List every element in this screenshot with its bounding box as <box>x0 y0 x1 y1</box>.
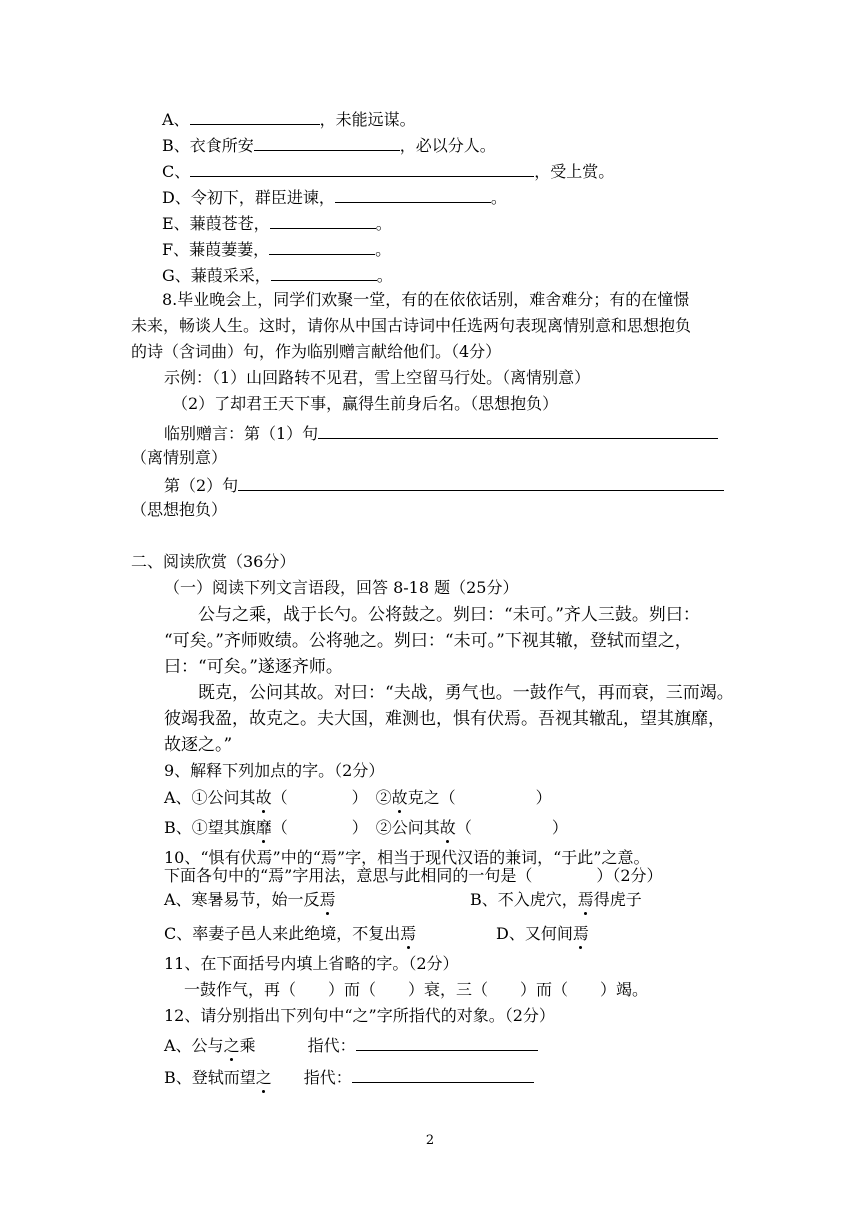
section-subheading: （一）阅读下列文言语段，回答 8-18 题（25分） <box>164 578 519 597</box>
passage-line: 曰：“可矣。”遂逐齐师。 <box>164 657 343 677</box>
q12-option-a: A、公与之乘 指代： <box>164 1034 538 1056</box>
q8-gift-2: 第（2）句 <box>164 474 724 496</box>
q11-title: 11、在下面括号内填上省略的字。（2分） <box>164 954 459 973</box>
q7-option-c: C、 ，受上赏。 <box>162 162 615 181</box>
q7-option-a: A、 ，未能远谋。 <box>162 110 416 129</box>
answer-blank[interactable] <box>271 264 377 281</box>
answer-blank[interactable] <box>190 160 534 177</box>
q8-gift-2-tag: （思想抱负） <box>131 500 228 519</box>
q10-option-c: C、率妻子邑人来此绝境，不复出焉 <box>164 924 417 943</box>
q10-line-2: 下面各句中的“焉”字用法，意思与此相同的一句是（ ）（2分） <box>164 866 663 885</box>
q9-option-a: A、①公问其故（ ） ②故克之（ ） <box>164 788 552 807</box>
passage-line: 故逐之。” <box>164 735 233 755</box>
q8-gift-1-tag: （离情别意） <box>131 448 228 467</box>
passage-line: 既克，公问其故。对曰：“夫战，勇气也。一鼓作气，再而衰，三而竭。 <box>198 683 734 703</box>
section-heading: 二、阅读欣赏（36分） <box>131 552 296 571</box>
answer-blank[interactable] <box>356 1034 538 1051</box>
q8-example-1: 示例：（1）山回路转不见君，雪上空留马行处。（离情别意） <box>164 368 591 387</box>
answer-blank[interactable] <box>238 474 724 491</box>
answer-blank[interactable] <box>270 212 376 229</box>
q7-option-f: F、蒹葭萋萋， 。 <box>162 240 392 259</box>
answer-blank[interactable] <box>269 238 375 255</box>
page-number: 2 <box>425 1133 435 1148</box>
q7-option-g: G、蒹葭采采， 。 <box>162 266 393 285</box>
passage-line: “可矣。”齐师败绩。公将驰之。刿曰：“未可。”下视其辙，登轼而望之， <box>164 631 692 651</box>
q12-title: 12、请分别指出下列句中“之”字所指代的对象。（2分） <box>164 1006 555 1025</box>
q7-option-e: E、蒹葭苍苍， 。 <box>162 214 392 233</box>
passage-line: 彼竭我盈，故克之。夫大国，难测也，惧有伏焉。吾视其辙乱，望其旗靡， <box>164 709 725 729</box>
answer-blank[interactable] <box>254 134 400 151</box>
answer-blank[interactable] <box>335 186 491 203</box>
answer-blank[interactable] <box>352 1066 534 1083</box>
q10-option-b: B、不入虎穴，焉得虎子 <box>470 890 642 909</box>
answer-blank[interactable] <box>318 422 718 439</box>
q8-gift-1: 临别赠言：第（1）句 <box>164 422 718 444</box>
q10-option-d: D、又何间焉 <box>496 924 589 943</box>
answer-blank[interactable] <box>190 108 320 125</box>
q7-option-d: D、令初下，群臣进谏， 。 <box>162 188 507 207</box>
q8-line-3: 的诗（含词曲）句，作为临别赠言献给他们。（4分） <box>131 342 502 361</box>
q10-line-1: 10、“惧有伏焉”中的“焉”字，相当于现代汉语的兼词，“于此”之意。 <box>164 848 650 867</box>
q10-option-a: A、寒暑易节，始一反焉 <box>164 890 336 909</box>
q8-example-2: （2）了却君王天下事，赢得生前身后名。（思想抱负） <box>172 394 559 413</box>
q7-option-b: B、衣食所安 ，必以分人。 <box>162 136 496 155</box>
q8-line-1: 8.毕业晚会上，同学们欢聚一堂，有的在依依话别，难舍难分；有的在憧憬 <box>162 290 690 309</box>
q8-line-2: 未来，畅谈人生。这时，请你从中国古诗词中任选两句表现离情别意和思想抱负 <box>131 316 692 335</box>
q12-option-b: B、登轼而望之 指代： <box>164 1066 534 1088</box>
q9-option-b: B、①望其旗靡（ ） ②公问其故（ ） <box>164 818 568 837</box>
q11-line: 一鼓作气，再（ ）而（ ）衰，三（ ）而（ ）竭。 <box>184 980 649 999</box>
passage-line: 公与之乘，战于长勺。公将鼓之。刿曰：“未可。”齐人三鼓。刿曰： <box>198 605 700 625</box>
q9-title: 9、解释下列加点的字。（2分） <box>164 761 385 780</box>
